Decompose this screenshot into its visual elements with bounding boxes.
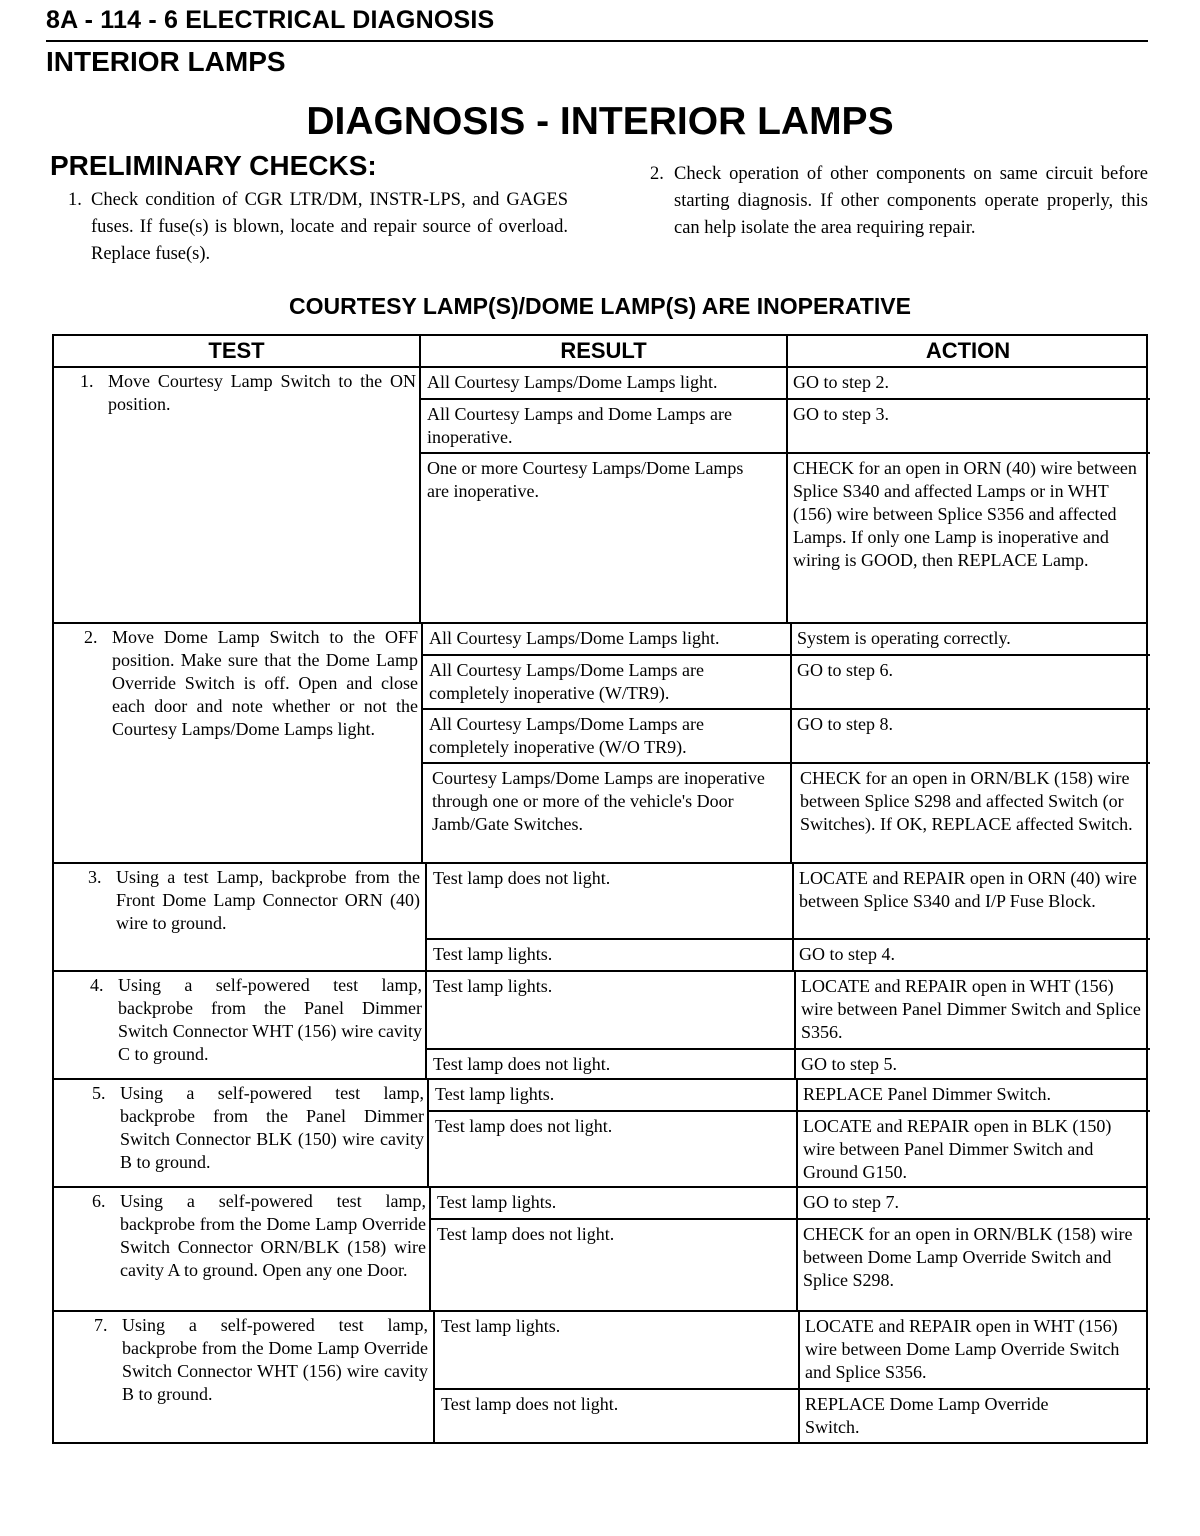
check-text: Check condition of CGR LTR/DM, INSTR-LPS, and GAGES fuses. If fuse(s) is blown, locate and repair source of overload. Replace fuse(s). bbox=[91, 190, 568, 264]
test-text: Using a self-powered test lamp, backprobe from the Dome Lamp Override Switch Connector WHT (156) wire cavity B to ground. bbox=[122, 1315, 428, 1404]
table-step-2 bbox=[52, 624, 1148, 864]
result-row bbox=[429, 1080, 1150, 1110]
page-reference: 8A - 114 - 6 ELECTRICAL DIAGNOSIS bbox=[46, 6, 495, 34]
preliminary-check-1 bbox=[68, 187, 568, 268]
table-step-6 bbox=[52, 1188, 1148, 1312]
test-text: Using a self-powered test lamp, backprobe from the Panel Dimmer Switch Connector BLK (150) wire cavity B to ground. bbox=[120, 1083, 424, 1172]
action-cell: GO to step 7. bbox=[803, 1192, 899, 1212]
result-row bbox=[423, 708, 1150, 762]
step-number: 2. bbox=[84, 627, 98, 647]
result-cell: All Courtesy Lamps/Dome Lamps are completely inoperative (W/TR9). bbox=[429, 660, 704, 703]
test-text: Using a self-powered test lamp, backprobe from the Panel Dimmer Switch Connector WHT (156) wire cavity C to ground. bbox=[118, 975, 422, 1064]
result-cell: All Courtesy Lamps and Dome Lamps are inoperative. bbox=[427, 404, 732, 447]
result-row bbox=[421, 398, 1150, 452]
result-cell: One or more Courtesy Lamps/Dome Lamps are inoperative. bbox=[427, 458, 744, 501]
test-text: Move Dome Lamp Switch to the OFF position. Make sure that the Dome Lamp Override Switch is off. Open and close each door and note whether or not the Courtesy Lamps/Dome Lamps light. bbox=[112, 627, 418, 739]
result-cell: Test lamp does not light. bbox=[437, 1224, 615, 1244]
action-cell: CHECK for an open in ORN/BLK (158) wire between Dome Lamp Override Switch and Splice S298. bbox=[803, 1224, 1133, 1290]
preliminary-checks-heading: PRELIMINARY CHECKS: bbox=[50, 150, 377, 181]
step-number: 6. bbox=[92, 1191, 106, 1211]
result-row bbox=[423, 624, 1150, 654]
preliminary-check-2 bbox=[650, 161, 1148, 242]
table-header-row bbox=[52, 334, 1148, 368]
check-number: 2. bbox=[650, 164, 664, 184]
result-cell: Courtesy Lamps/Dome Lamps are inoperative through one or more of the vehicle's Door Jamb/Gate Switches. bbox=[432, 768, 765, 834]
section-title: INTERIOR LAMPS bbox=[46, 46, 286, 77]
result-cell: Test lamp lights. bbox=[441, 1316, 561, 1336]
test-cell bbox=[94, 1314, 428, 1406]
action-cell: System is operating correctly. bbox=[797, 628, 1011, 648]
result-row bbox=[435, 1388, 1150, 1442]
action-cell: REPLACE Dome Lamp Override Switch. bbox=[805, 1394, 1049, 1437]
result-row bbox=[421, 452, 1150, 622]
table-step-4 bbox=[52, 972, 1148, 1080]
action-cell: REPLACE Panel Dimmer Switch. bbox=[803, 1084, 1051, 1104]
check-number: 1. bbox=[68, 190, 82, 210]
result-cell: Test lamp does not light. bbox=[433, 868, 611, 888]
result-cell: Test lamp does not light. bbox=[435, 1116, 613, 1136]
action-cell: LOCATE and REPAIR open in BLK (150) wire between Panel Dimmer Switch and Ground G150. bbox=[803, 1116, 1112, 1182]
test-column-header: TEST bbox=[208, 338, 265, 363]
action-cell: CHECK for an open in ORN/BLK (158) wire between Splice S298 and affected Switch (or Switches). If OK, REPLACE affected Switch. bbox=[800, 768, 1133, 834]
test-cell bbox=[92, 1190, 426, 1282]
action-cell: LOCATE and REPAIR open in WHT (156) wire between Dome Lamp Override Switch and Splice S356. bbox=[805, 1316, 1120, 1382]
result-row bbox=[427, 1048, 1150, 1078]
table-title: COURTESY LAMP(S)/DOME LAMP(S) ARE INOPERATIVE bbox=[289, 293, 911, 319]
test-cell bbox=[92, 1082, 424, 1174]
table-step-1 bbox=[52, 368, 1148, 624]
result-row bbox=[423, 654, 1150, 708]
action-cell: CHECK for an open in ORN (40) wire between Splice S340 and affected Lamps or in WHT (156) wire between Splice S356 and affected Lamps. If only one Lamp is inoperative and wiring is GOOD, then REPLACE Lamp. bbox=[793, 458, 1137, 570]
test-text: Move Courtesy Lamp Switch to the ON position. bbox=[108, 371, 416, 414]
test-text: Using a self-powered test lamp, backprobe from the Dome Lamp Override Switch Connector ORN/BLK (158) wire cavity A to ground. Open any one Door. bbox=[120, 1191, 426, 1280]
table-step-5 bbox=[52, 1080, 1148, 1188]
page-title: DIAGNOSIS - INTERIOR LAMPS bbox=[306, 100, 894, 143]
result-row bbox=[429, 1110, 1150, 1186]
result-row bbox=[423, 762, 1150, 862]
result-cell: Test lamp lights. bbox=[437, 1192, 557, 1212]
action-cell: GO to step 5. bbox=[801, 1054, 897, 1074]
action-column-header: ACTION bbox=[925, 338, 1011, 363]
result-row bbox=[427, 938, 1150, 970]
result-cell: All Courtesy Lamps/Dome Lamps light. bbox=[429, 628, 720, 648]
result-cell: Test lamp does not light. bbox=[433, 1054, 611, 1074]
action-cell: LOCATE and REPAIR open in ORN (40) wire between Splice S340 and I/P Fuse Block. bbox=[799, 868, 1137, 911]
table-step-7 bbox=[52, 1312, 1148, 1444]
test-cell bbox=[90, 974, 422, 1066]
test-cell bbox=[80, 370, 416, 416]
test-text: Using a test Lamp, backprobe from the Front Dome Lamp Connector ORN (40) wire to ground. bbox=[116, 867, 420, 933]
page-header bbox=[46, 6, 1148, 42]
step-number: 7. bbox=[94, 1315, 108, 1335]
diagnosis-table bbox=[52, 334, 1148, 1444]
result-column-header: RESULT bbox=[560, 338, 647, 363]
result-cell: Test lamp lights. bbox=[435, 1084, 555, 1104]
action-cell: LOCATE and REPAIR open in WHT (156) wire between Panel Dimmer Switch and Splice S356. bbox=[801, 976, 1141, 1042]
action-cell: GO to step 2. bbox=[793, 372, 889, 392]
table-step-3 bbox=[52, 864, 1148, 972]
result-cell: All Courtesy Lamps/Dome Lamps are completely inoperative (W/O TR9). bbox=[429, 714, 704, 757]
step-number: 4. bbox=[90, 975, 104, 995]
result-row bbox=[435, 1312, 1150, 1388]
result-row bbox=[431, 1188, 1150, 1218]
result-cell: Test lamp lights. bbox=[433, 944, 553, 964]
result-cell: All Courtesy Lamps/Dome Lamps light. bbox=[427, 372, 718, 392]
result-row bbox=[431, 1218, 1150, 1310]
result-cell: Test lamp lights. bbox=[433, 976, 553, 996]
action-cell: GO to step 6. bbox=[797, 660, 893, 680]
action-cell: GO to step 8. bbox=[797, 714, 893, 734]
result-row bbox=[427, 864, 1150, 938]
action-cell: GO to step 3. bbox=[793, 404, 889, 424]
action-cell: GO to step 4. bbox=[799, 944, 895, 964]
step-number: 3. bbox=[88, 867, 102, 887]
test-cell bbox=[88, 866, 420, 935]
test-cell bbox=[84, 626, 418, 741]
step-number: 5. bbox=[92, 1083, 106, 1103]
result-cell: Test lamp does not light. bbox=[441, 1394, 619, 1414]
result-row bbox=[421, 368, 1150, 398]
result-row bbox=[427, 972, 1150, 1048]
check-text: Check operation of other components on same circuit before starting diagnosis. If other components operate properly, this can help isolate the area requiring repair. bbox=[674, 164, 1148, 238]
step-number: 1. bbox=[80, 371, 94, 391]
